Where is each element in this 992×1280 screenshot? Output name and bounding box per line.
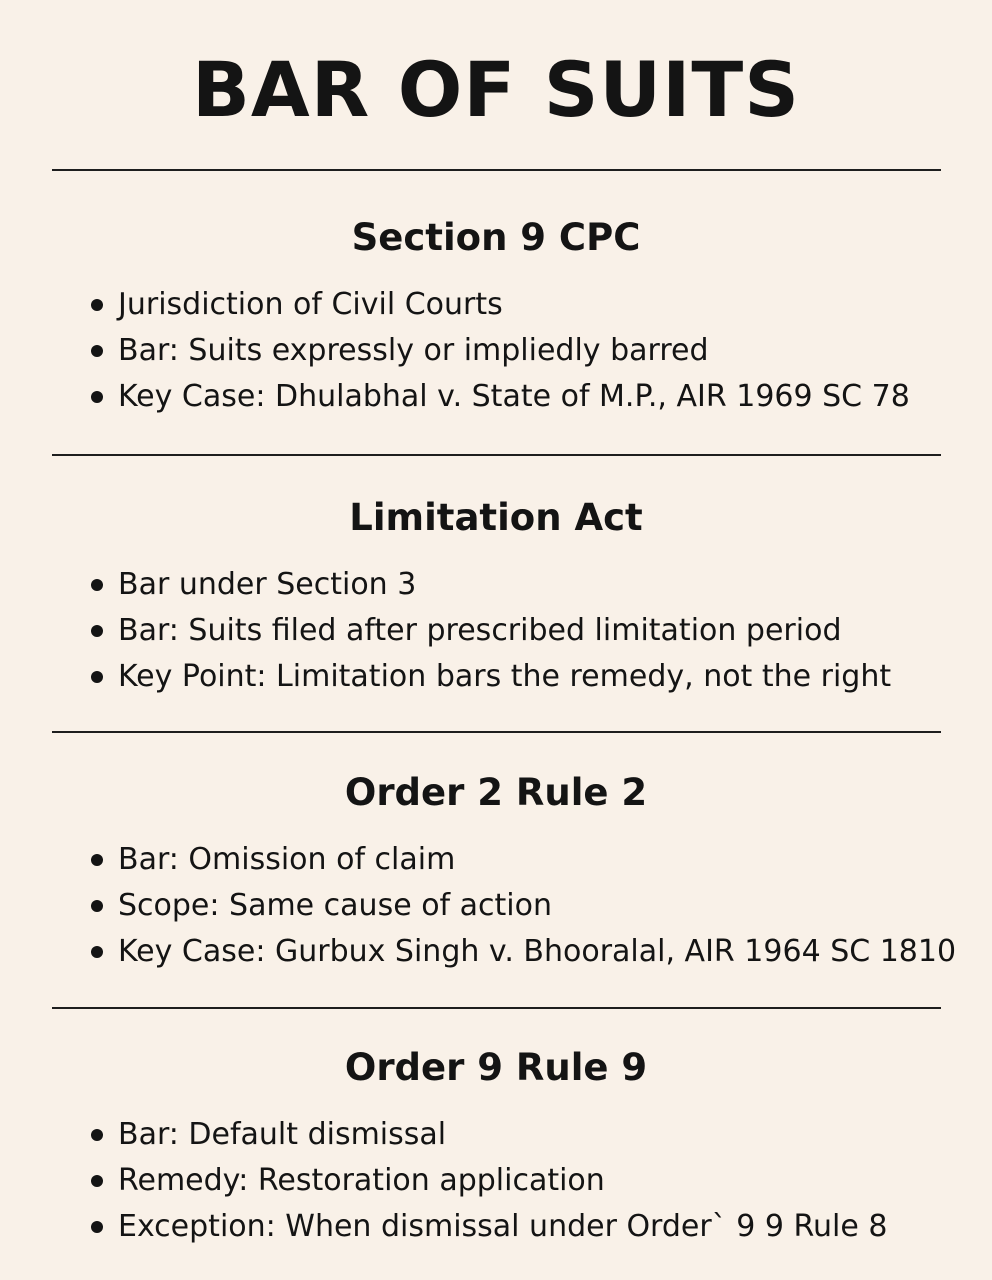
bullet-item (0, 1158, 992, 1204)
divider (52, 169, 941, 171)
bullet-text: Bar: Suits expressly or impliedly barred (118, 333, 709, 368)
bullet-text: Remedy: Restoration application (118, 1163, 605, 1198)
bullet-text: Key Case: Dhulabhal v. State of M.P., AIR 1969 SC 78 (118, 379, 910, 414)
bullet-item (0, 608, 992, 654)
bullet-text: Scope: Same cause of action (118, 888, 552, 923)
bullet-text: Bar under Section 3 (118, 567, 417, 602)
section-heading: Section 9 CPC (351, 216, 641, 259)
bullet-icon (91, 946, 103, 958)
bullet-item (0, 1204, 992, 1250)
bullet-item (0, 374, 992, 420)
section-heading: Limitation Act (349, 496, 643, 539)
bullet-text: Bar: Omission of claim (118, 842, 456, 877)
bullet-list (0, 837, 992, 975)
section-heading: Order 9 Rule 9 (344, 1046, 648, 1089)
bullet-item (0, 1112, 992, 1158)
bullet-icon (91, 625, 103, 637)
section-order-2-rule-2 (0, 771, 992, 975)
bullet-item (0, 837, 992, 883)
bullet-icon (91, 579, 103, 591)
divider (52, 731, 941, 733)
section-limitation-act (0, 496, 992, 700)
bullet-text: Key Case: Gurbux Singh v. Bhooralal, AIR 1964 SC 1810 (118, 934, 957, 969)
bullet-text: Key Point: Limitation bars the remedy, not the right (118, 659, 892, 694)
bullet-icon (91, 1129, 103, 1141)
bullet-item (0, 654, 992, 700)
bullet-icon (91, 299, 103, 311)
bullet-icon (91, 1221, 103, 1233)
bullet-text: Jurisdiction of Civil Courts (118, 287, 503, 322)
bullet-item (0, 883, 992, 929)
bullet-icon (91, 391, 103, 403)
divider (52, 1007, 941, 1009)
bullet-item (0, 929, 992, 975)
bullet-icon (91, 1175, 103, 1187)
section-section-9-cpc (0, 216, 992, 420)
bullet-item (0, 282, 992, 328)
bullet-text: Bar: Default dismissal (118, 1117, 447, 1152)
bullet-item (0, 328, 992, 374)
bullet-text: Exception: When dismissal under Orderˋ 9 9 Rule 8 (118, 1209, 888, 1244)
page-title: BAR OF SUITS (191, 45, 800, 134)
bullet-list (0, 562, 992, 700)
bullet-item (0, 562, 992, 608)
section-order-9-rule-9 (0, 1046, 992, 1250)
bullet-list (0, 1112, 992, 1250)
divider (52, 454, 941, 456)
bullet-text: Bar: Suits filed after prescribed limitation period (118, 613, 842, 648)
section-heading: Order 2 Rule 2 (344, 771, 648, 814)
bullet-icon (91, 854, 103, 866)
bullet-icon (91, 345, 103, 357)
bullet-icon (91, 900, 103, 912)
bullet-list (0, 282, 992, 420)
bullet-icon (91, 671, 103, 683)
